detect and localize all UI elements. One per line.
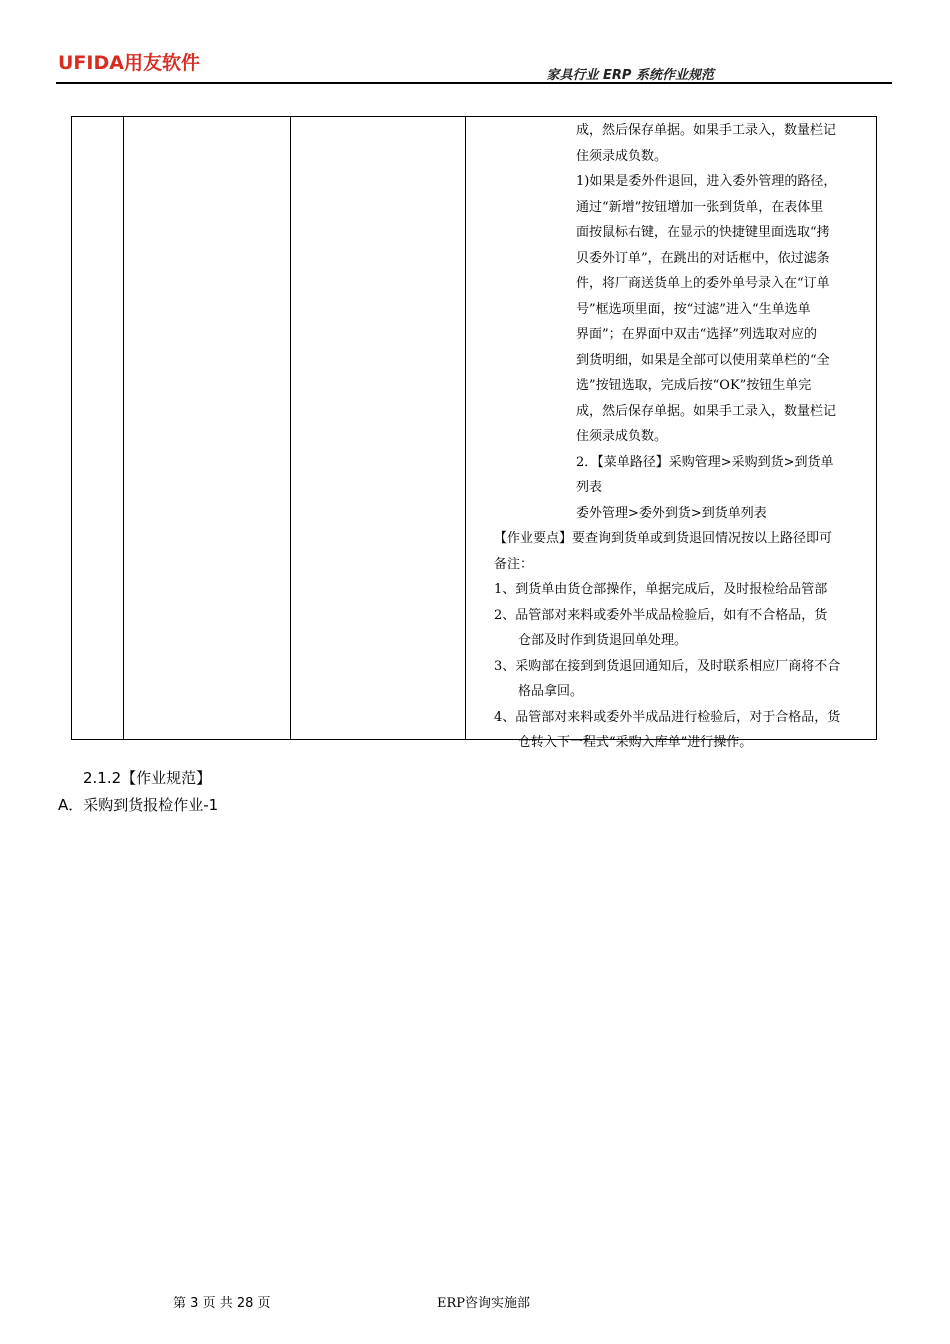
logo-brand: UFIDA bbox=[58, 52, 124, 74]
footer-department: ERP咨询实施部 bbox=[437, 1296, 531, 1311]
text-line: 委外管理>委外到货>到货单列表 bbox=[576, 505, 767, 521]
note-item: 2、品管部对来料或委外半成品检验后，如有不合格品，货 bbox=[494, 607, 828, 623]
page-label: 第 bbox=[173, 1296, 187, 1311]
text-line: 到货明细，如果是全部可以使用菜单栏的“全 bbox=[576, 352, 830, 368]
text-line: 通过“新增”按钮增加一张到货单，在表体里 bbox=[576, 199, 824, 215]
text-line: 1)如果是委外件退回，进入委外管理的路径， bbox=[576, 174, 837, 189]
text-line: 号”框选项里面，按“过滤”进入“生单选单 bbox=[576, 301, 811, 317]
sub-heading: A．采购到货报检作业-1 bbox=[58, 796, 219, 814]
note-item: 仓部及时作到货退回单处理。 bbox=[518, 633, 688, 648]
text-line: 选”按钮选取，完成后按“OK”按钮生单完 bbox=[576, 378, 812, 393]
column-divider bbox=[290, 117, 291, 739]
text-line: 成，然后保存单据。如果手工录入，数量栏记 bbox=[576, 123, 837, 138]
text-line: 界面”；在界面中双击“选择”列选取对应的 bbox=[576, 327, 817, 342]
text-line: 住须录成负数。 bbox=[576, 429, 668, 444]
note-item: 格品拿回。 bbox=[518, 684, 584, 699]
page-label: 页 bbox=[257, 1296, 271, 1311]
note-item: 仓转入下一程式“采购入库单”进行操作。 bbox=[518, 735, 753, 750]
column-divider bbox=[465, 117, 466, 739]
note-item: 4、品管部对来料或委外半成品进行检验后，对于合格品，货 bbox=[494, 709, 841, 725]
page-total: 28 bbox=[236, 1296, 254, 1311]
text-line: 贝委外订单”，在跳出的对话框中，依过滤条 bbox=[576, 250, 830, 266]
notes-label: 备注： bbox=[494, 556, 534, 572]
page-label: 页 共 bbox=[202, 1296, 233, 1311]
document-title: 家具行业 ERP 系统作业规范 bbox=[546, 68, 714, 83]
company-logo bbox=[58, 52, 200, 74]
procedure-table bbox=[71, 116, 877, 750]
text-line: 件，将厂商送货单上的委外单号录入在“订单 bbox=[576, 276, 830, 291]
procedure-cell-text bbox=[482, 117, 872, 756]
text-line: 列表 bbox=[576, 480, 603, 495]
header-rule bbox=[56, 82, 892, 84]
page-number bbox=[173, 1292, 271, 1311]
page-current: 3 bbox=[190, 1296, 199, 1311]
note-item: 3、采购部在接到到货退回通知后，及时联系相应厂商将不合 bbox=[494, 658, 841, 674]
column-divider bbox=[123, 117, 124, 739]
text-line: 面按鼠标右键，在显示的快捷键里面选取“拷 bbox=[576, 225, 830, 240]
note-item: 1、到货单由货仓部操作，单据完成后，及时报检给品管部 bbox=[494, 582, 828, 597]
text-line: 2．【菜单路径】采购管理>采购到货>到货单 bbox=[576, 454, 834, 470]
section-heading: 2.1.2【作业规范】 bbox=[83, 769, 212, 787]
text-line: 成，然后保存单据。如果手工录入，数量栏记 bbox=[576, 403, 837, 419]
text-line: 住须录成负数。 bbox=[576, 148, 668, 164]
key-point: 【作业要点】要查询到货单或到货退回情况按以上路径即可 bbox=[494, 531, 833, 546]
logo-cn: 用友软件 bbox=[123, 52, 200, 74]
